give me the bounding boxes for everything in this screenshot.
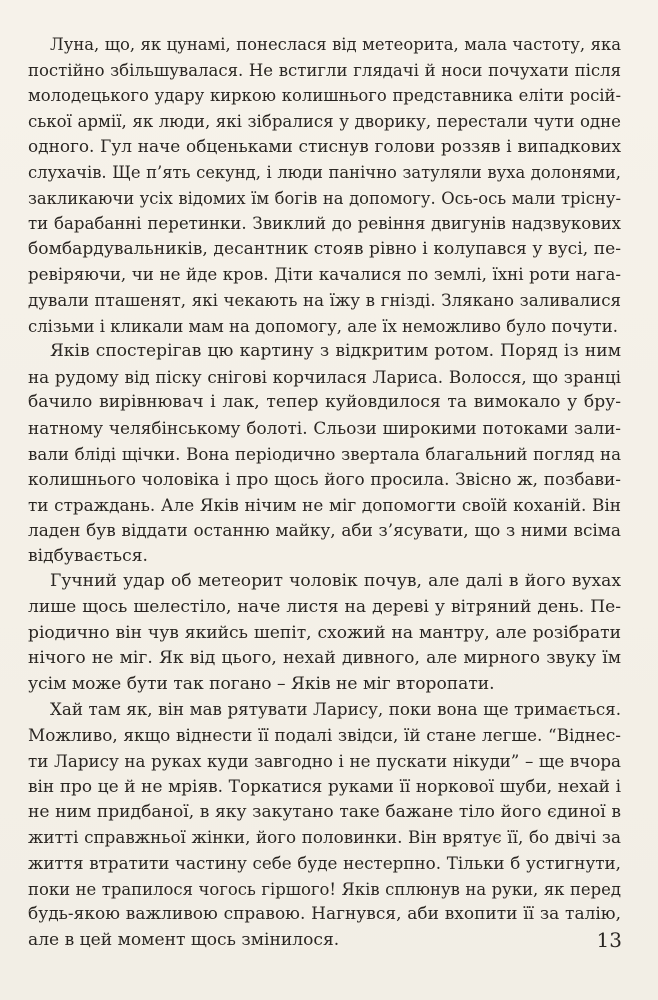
text-line: усім може бути так погано – Яків не міг второпати. bbox=[28, 673, 495, 694]
text-line: ти барабанні перетинки. Звиклий до ревіння двигунів надзвукових bbox=[28, 214, 621, 234]
text-line: бачило вирівнювач і лак, тепер куйовдилося та вимокало у бру- bbox=[28, 392, 621, 413]
text-line: дували пташенят, які чекають на їжу в гнізді. Злякано заливалися bbox=[28, 290, 621, 310]
text-line: Яків спостерігав цю картину з відкритим ротом. Поряд із ним bbox=[50, 341, 621, 362]
text-line: будь-якою важливою справою. Нагнувся, аби вхопити її за талію, bbox=[28, 904, 621, 925]
text-line: постійно збільшувалася. Не встигли глядачі й носи почухати після bbox=[28, 60, 621, 80]
text-line: Можливо, якщо віднести її подалі звідси, їй стане легше. “Віднес- bbox=[28, 725, 621, 746]
text-line: Хай там як, він мав рятувати Ларису, поки вона ще тримається. bbox=[50, 699, 621, 720]
text-line: одного. Гул наче обценьками стиснув голови роззяв і випадкових bbox=[28, 136, 621, 157]
page-number: 13 bbox=[596, 928, 622, 952]
text-line: закликаючи усіх відомих їм богів на допомогу. Ось-ось мали трісну- bbox=[28, 188, 621, 208]
text-line: Гучний удар об метеорит чоловік почув, але далі в його вухах bbox=[50, 571, 621, 592]
paragraph-2 bbox=[28, 339, 621, 569]
body-text bbox=[28, 32, 621, 953]
text-line: молодецького удару киркою колишнього представника еліти росій- bbox=[28, 86, 621, 106]
paragraph-3 bbox=[28, 569, 621, 697]
text-line: ти Ларису на руках куди завгодно і не пускати нікуди” – ще вчора bbox=[28, 750, 621, 771]
text-line: Луна, що, як цунамі, понеслася від метеорита, мала частоту, яка bbox=[50, 35, 621, 54]
text-line: він про це й не мріяв. Торкатися руками її норкової шуби, нехай і bbox=[28, 776, 621, 797]
text-line: слізьми і кликали мам на допомогу, але їх неможливо було почути. bbox=[28, 316, 618, 336]
text-line: житті справжньої жінки, його половинки. Він врятує її, бо двічі за bbox=[28, 827, 621, 848]
paragraph-1 bbox=[28, 32, 621, 339]
text-line: бомбардувальників, десантник стояв рівно і колупався у вусі, пе- bbox=[28, 238, 621, 259]
text-line: життя втратити частину себе буде нестерпно. Тільки б устигнути, bbox=[28, 853, 621, 873]
text-line: колишнього чоловіка і про щось його просила. Звісно ж, позбави- bbox=[28, 469, 621, 490]
text-line: поки не трапилося чогось гіршого! Яків сплюнув на руки, як перед bbox=[28, 879, 621, 899]
text-line: ської армії, як люди, які зібралися у дворику, перестали чути одне bbox=[28, 111, 621, 131]
text-line: ревіряючи, чи не йде кров. Діти качалися по землі, їхні роти нага- bbox=[28, 265, 621, 285]
text-line: але в цей момент щось змінилося. bbox=[28, 929, 340, 950]
text-line: не ним придбаної, в яку закутано таке бажане тіло його єдиної в bbox=[28, 801, 621, 822]
text-line: ти страждань. Але Яків нічим не міг допомогти своїй коханій. Він bbox=[28, 494, 621, 515]
text-line: ріодично він чув якийсь шепіт, схожий на мантру, але розібрати bbox=[28, 622, 621, 643]
paragraph-4 bbox=[28, 697, 621, 953]
text-line: на рудому від піску снігові корчилася Лариса. Волосся, що зранці bbox=[28, 366, 621, 387]
text-line: вали бліді щічки. Вона періодично звертала благальний погляд на bbox=[28, 444, 621, 464]
text-line: натному челябінському болоті. Сльози широкими потоками зали- bbox=[28, 417, 621, 438]
text-line: ладен був віддати останню майку, аби з’ясувати, що з ними всіма bbox=[28, 520, 621, 541]
text-line: відбувається. bbox=[28, 545, 148, 566]
text-line: лише щось шелестіло, наче листя на дереві у вітряний день. Пе- bbox=[28, 597, 621, 618]
text-line: нічого не міг. Як від цього, нехай дивного, але мирного звуку їм bbox=[28, 648, 621, 669]
text-line: слухачів. Ще п’ять секунд, і люди панічно затуляли вуха долонями, bbox=[28, 162, 621, 182]
